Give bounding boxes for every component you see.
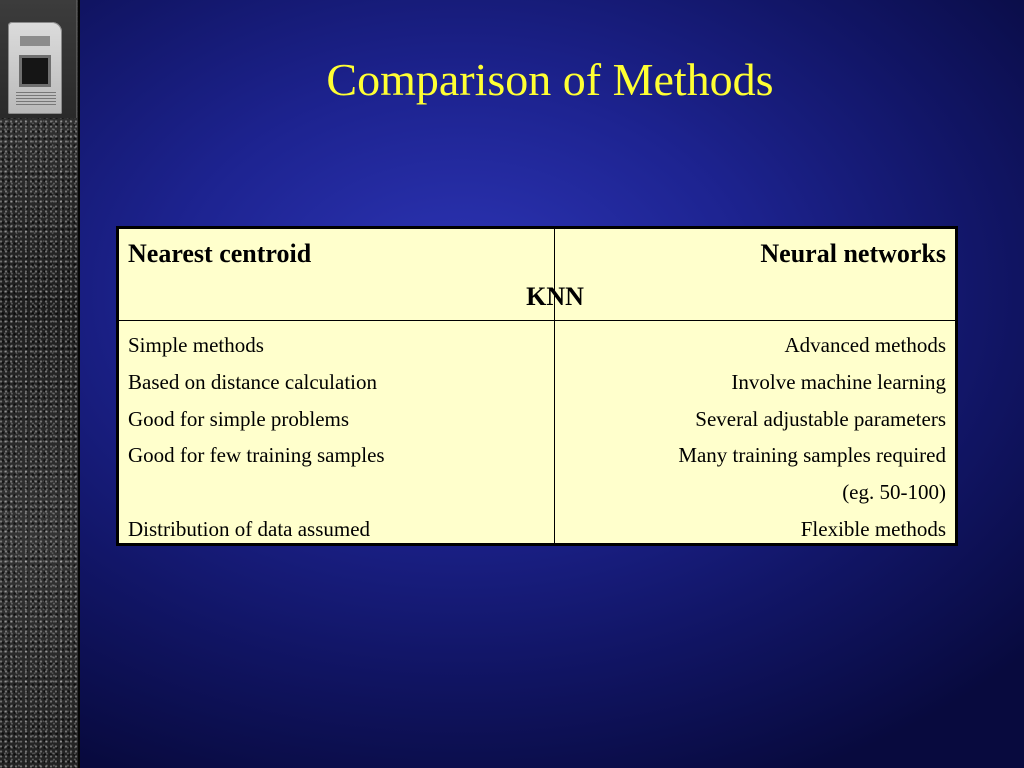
header-neural-networks: Neural networks (760, 239, 946, 268)
list-item: (eg. 50-100) (842, 480, 946, 505)
list-item: Good for few training samples (128, 443, 385, 468)
list-item: Good for simple problems (128, 406, 350, 431)
list-item: Several adjustable parameters (695, 406, 946, 431)
list-item: Based on distance calculation (128, 369, 377, 394)
nearest-centroid-list (128, 327, 548, 548)
slide-title: Comparison of Methods (326, 54, 774, 105)
header-knn: KNN (526, 282, 584, 311)
comparison-table (116, 226, 958, 546)
list-item: Distribution of data assumed (128, 516, 371, 541)
header-divider (119, 320, 955, 321)
list-item: Simple methods (128, 333, 264, 357)
list-item: Advanced methods (784, 333, 946, 357)
header-nearest-centroid: Nearest centroid (128, 239, 312, 268)
neural-networks-list (526, 327, 946, 548)
sd-card-label (20, 36, 50, 46)
list-item: Many training samples required (678, 443, 946, 468)
list-item: Involve machine learning (731, 369, 946, 394)
list-item (128, 474, 548, 511)
list-item: Flexible methods (800, 516, 946, 541)
